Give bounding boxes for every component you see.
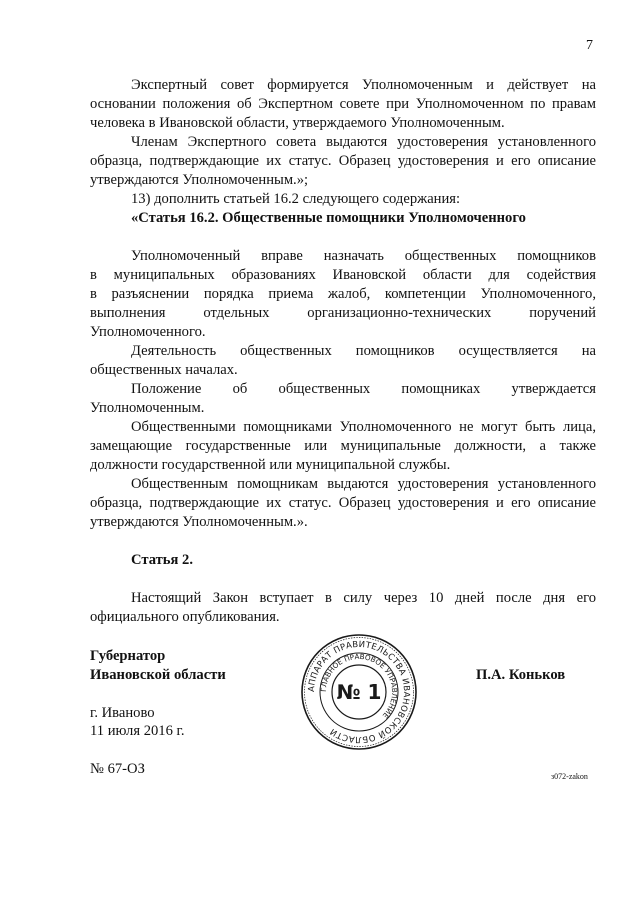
- svg-text:ГЛАВНОЕ ПРАВОВОЕ УПРАВЛЕНИЕ: ГЛАВНОЕ ПРАВОВОЕ УПРАВЛЕНИЕ: [318, 651, 400, 721]
- paragraph-line: Уполномоченным.: [90, 400, 205, 416]
- paragraph-line: должности государственной или муниципальной службы.: [90, 457, 451, 473]
- paragraph-line: Деятельность общественных помощников осуществляется на: [131, 343, 596, 359]
- svg-text:№ 1: № 1: [336, 680, 382, 704]
- paragraph-line: общественных началах.: [90, 362, 238, 378]
- article-2-heading: Статья 2.: [131, 552, 193, 568]
- paragraph-line: основании положения об Экспертном совете при Уполномоченном по правам: [90, 96, 596, 112]
- signatory-title-2: Ивановской области: [90, 667, 226, 683]
- paragraph-line: образца, подтверждающие их статус. Образец удостоверения и его описание: [90, 495, 596, 511]
- paragraph-line: официального опубликования.: [90, 609, 280, 625]
- paragraph-line: Общественными помощниками Уполномоченного не могут быть лица,: [131, 419, 596, 435]
- paragraph-line: замещающие государственные или муниципальные должности, а также: [90, 438, 596, 454]
- article-heading: «Статья 16.2. Общественные помощники Уполномоченного: [131, 210, 526, 226]
- paragraph-line: утверждаются Уполномоченным.».: [90, 514, 308, 530]
- svg-text:АППАРАТ ПРАВИТЕЛЬСТВА ИВАНОВСК: АППАРАТ ПРАВИТЕЛЬСТВА ИВАНОВСКОЙ ОБЛАСТИ: [306, 639, 412, 745]
- official-seal: [300, 633, 418, 751]
- paragraph-line: Членам Экспертного совета выдаются удостоверения установленного: [131, 134, 596, 150]
- paragraph-line: 13) дополнить статьей 16.2 следующего содержания:: [131, 191, 461, 207]
- paragraph-line: Положение об общественных помощниках утверждается: [131, 381, 596, 397]
- signatory-title-1: Губернатор: [90, 648, 166, 664]
- signatory-name: П.А. Коньков: [476, 667, 566, 683]
- paragraph-line: Уполномоченного.: [90, 324, 206, 340]
- page-number: 7: [586, 38, 593, 53]
- document-code: з072-zakon: [551, 772, 588, 781]
- city: г. Иваново: [90, 705, 155, 721]
- paragraph-line: в разъяснении порядка приема жалоб, компетенции Уполномоченного,: [90, 286, 596, 302]
- paragraph-line: человека в Ивановской области, утверждаемого Уполномоченным.: [90, 115, 505, 131]
- paragraph-line: образца, подтверждающие их статус. Образец удостоверения и его описание: [90, 153, 596, 169]
- paragraph-line: в муниципальных образованиях Ивановской области для содействия: [90, 267, 596, 283]
- paragraph-line: Экспертный совет формируется Уполномоченным и действует на: [131, 77, 596, 93]
- paragraph-line: Настоящий Закон вступает в силу через 10 дней после дня его: [131, 590, 596, 606]
- paragraph-line: Общественным помощникам выдаются удостоверения установленного: [131, 476, 596, 492]
- paragraph-line: утверждаются Уполномоченным.»;: [90, 172, 309, 188]
- paragraph-line: Уполномоченный вправе назначать общественных помощников: [131, 248, 596, 264]
- law-number: № 67-ОЗ: [90, 761, 145, 777]
- signing-date: 11 июля 2016 г.: [90, 723, 185, 739]
- paragraph-line: выполнения отдельных организационно-технических поручений: [90, 305, 596, 321]
